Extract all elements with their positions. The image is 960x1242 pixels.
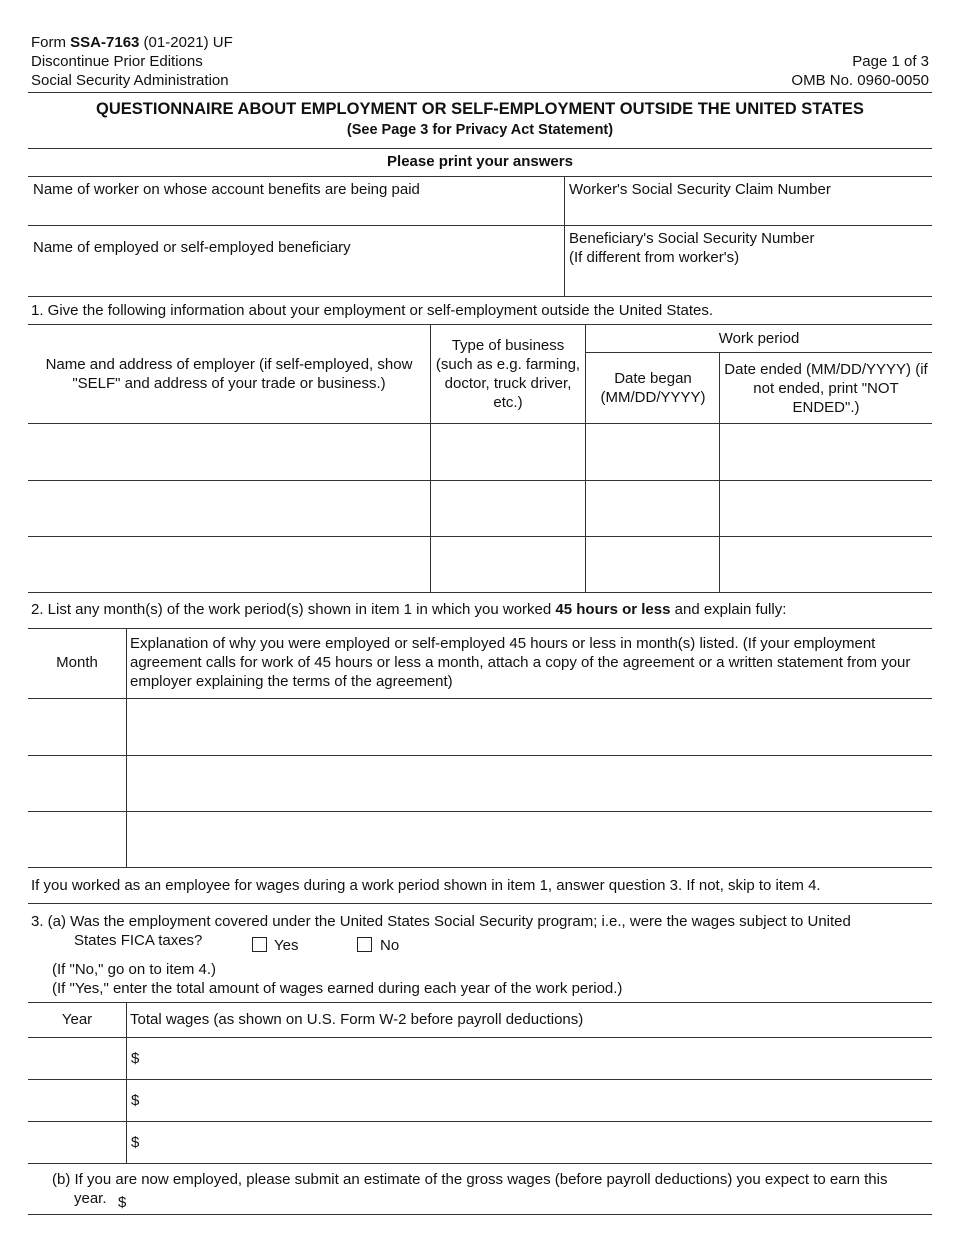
q1-col-date-began: Date began (MM/DD/YYYY) [600,370,706,406]
q1-row2-ended[interactable] [720,481,931,535]
q2-row3-explanation[interactable] [127,812,931,866]
q1-col-work-period: Work period [718,330,800,347]
q3-row1-wages[interactable] [145,1038,931,1078]
page-title: QUESTIONNAIRE ABOUT EMPLOYMENT OR SELF-EMPLOYMENT OUTSIDE THE UNITED STATES [96,100,864,118]
q3-row3-dollar: $ [131,1134,140,1151]
print-notice: Please print your answers [387,153,573,170]
beneficiary-name-field[interactable] [29,260,563,294]
q3-row2-dollar: $ [131,1092,140,1109]
worker-name-field[interactable] [29,200,563,224]
q3-row2-wages[interactable] [145,1080,931,1120]
q2-row3-month[interactable] [29,812,125,866]
q1-row1-ended[interactable] [720,424,931,479]
q1-col-name: Name and address of employer (if self-employed, show "SELF" and address of your trade or business.) [45,356,413,392]
omb-number: OMB No. 0960-0050 [791,72,929,89]
q3b-line2: year. [74,1190,107,1207]
q3b-estimate-field[interactable] [132,1189,931,1213]
rule [28,592,932,593]
q3-row3-wages[interactable] [145,1122,931,1162]
q1-row2-employer[interactable] [29,481,429,535]
q3-if-yes: (If "Yes," enter the total amount of wages earned during each year of the work period.) [52,980,623,997]
worker-claim-label: Worker's Social Security Claim Number [569,181,831,198]
no-checkbox[interactable] [357,937,372,952]
q2-row1-month[interactable] [29,699,125,754]
q3a-line1: 3. (a) Was the employment covered under the United States Social Security program; i.e., were the wages subject to United [31,913,851,930]
q3-row1-year[interactable] [29,1038,125,1078]
rule [28,324,932,325]
q1-col-type: Type of business (such as e.g. farming, doctor, truck driver, etc.) [435,337,581,411]
q1-row3-employer[interactable] [29,537,429,591]
q2-text: 2. List any month(s) of the work period(s) shown in item 1 in which you worked 45 hours or less and explain fully: [31,601,787,618]
rule [28,176,932,177]
q1-row2-type[interactable] [431,481,584,535]
yes-checkbox[interactable] [252,937,267,952]
rule [28,628,932,629]
q3-col-year: Year [61,1011,93,1028]
rule [28,867,932,868]
q1-col-date-ended: Date ended (MM/DD/YYYY) (if not ended, print "NOT ENDED".) [724,361,928,416]
q2-col-explanation: Explanation of why you were employed or self-employed 45 hours or less in month(s) listed. (If your employment agreement calls for work of 45 hours or less a month, attach a copy of the agreement or a written statement from your employer explaining the terms of the agreement) [130,635,911,690]
rule [28,1163,932,1164]
agency-name: Social Security Administration [31,72,229,89]
q2-row2-explanation[interactable] [127,756,931,810]
page-number: Page 1 of 3 [852,53,929,70]
rule [28,225,932,226]
rule [28,1002,932,1003]
beneficiary-ssn-note: (If different from worker's) [569,249,740,266]
q2-row2-month[interactable] [29,756,125,810]
rule [28,296,932,297]
q3b-line1: (b) If you are now employed, please submit an estimate of the gross wages (before payroll deductions) you expect to earn this [52,1171,888,1188]
q2-row1-explanation[interactable] [127,699,931,754]
header-rule [28,92,932,93]
yes-label: Yes [274,937,299,954]
rule [564,176,565,296]
q1-row3-type[interactable] [431,537,584,591]
beneficiary-ssn-label: Beneficiary's Social Security Number [569,230,815,247]
rule [28,148,932,149]
q3-row1-dollar: $ [131,1050,140,1067]
beneficiary-name-label: Name of employed or self-employed beneficiary [33,239,351,256]
q2-col-month: Month [56,654,98,671]
q3a-line2: States FICA taxes? [74,932,203,949]
q1-row1-type[interactable] [431,424,584,479]
worker-claim-field[interactable] [566,200,931,224]
rule [585,352,932,353]
rule [28,903,932,904]
form-number: Form SSA-7163 (01-2021) UF [31,34,233,51]
page-subtitle: (See Page 3 for Privacy Act Statement) [346,122,614,138]
q1-row2-began[interactable] [586,481,718,535]
discontinue-notice: Discontinue Prior Editions [31,53,203,70]
no-label: No [380,937,400,954]
q1-row1-began[interactable] [586,424,718,479]
q3-row2-year[interactable] [29,1080,125,1120]
employee-note: If you worked as an employee for wages during a work period shown in item 1, answer question 3. If not, skip to item 4. [31,877,821,894]
q3-col-wages: Total wages (as shown on U.S. Form W-2 before payroll deductions) [130,1011,584,1028]
q3-if-no: (If "No," go on to item 4.) [52,961,217,978]
q1-row3-began[interactable] [586,537,718,591]
q3b-dollar: $ [118,1194,127,1211]
worker-name-label: Name of worker on whose account benefits are being paid [33,181,420,198]
q1-text: 1. Give the following information about your employment or self-employment outside the United States. [31,302,714,319]
q1-row3-ended[interactable] [720,537,931,591]
rule [28,1214,932,1215]
rule [126,1002,127,1164]
q3-row3-year[interactable] [29,1122,125,1162]
q1-row1-employer[interactable] [29,424,429,479]
beneficiary-ssn-field[interactable] [566,270,931,294]
